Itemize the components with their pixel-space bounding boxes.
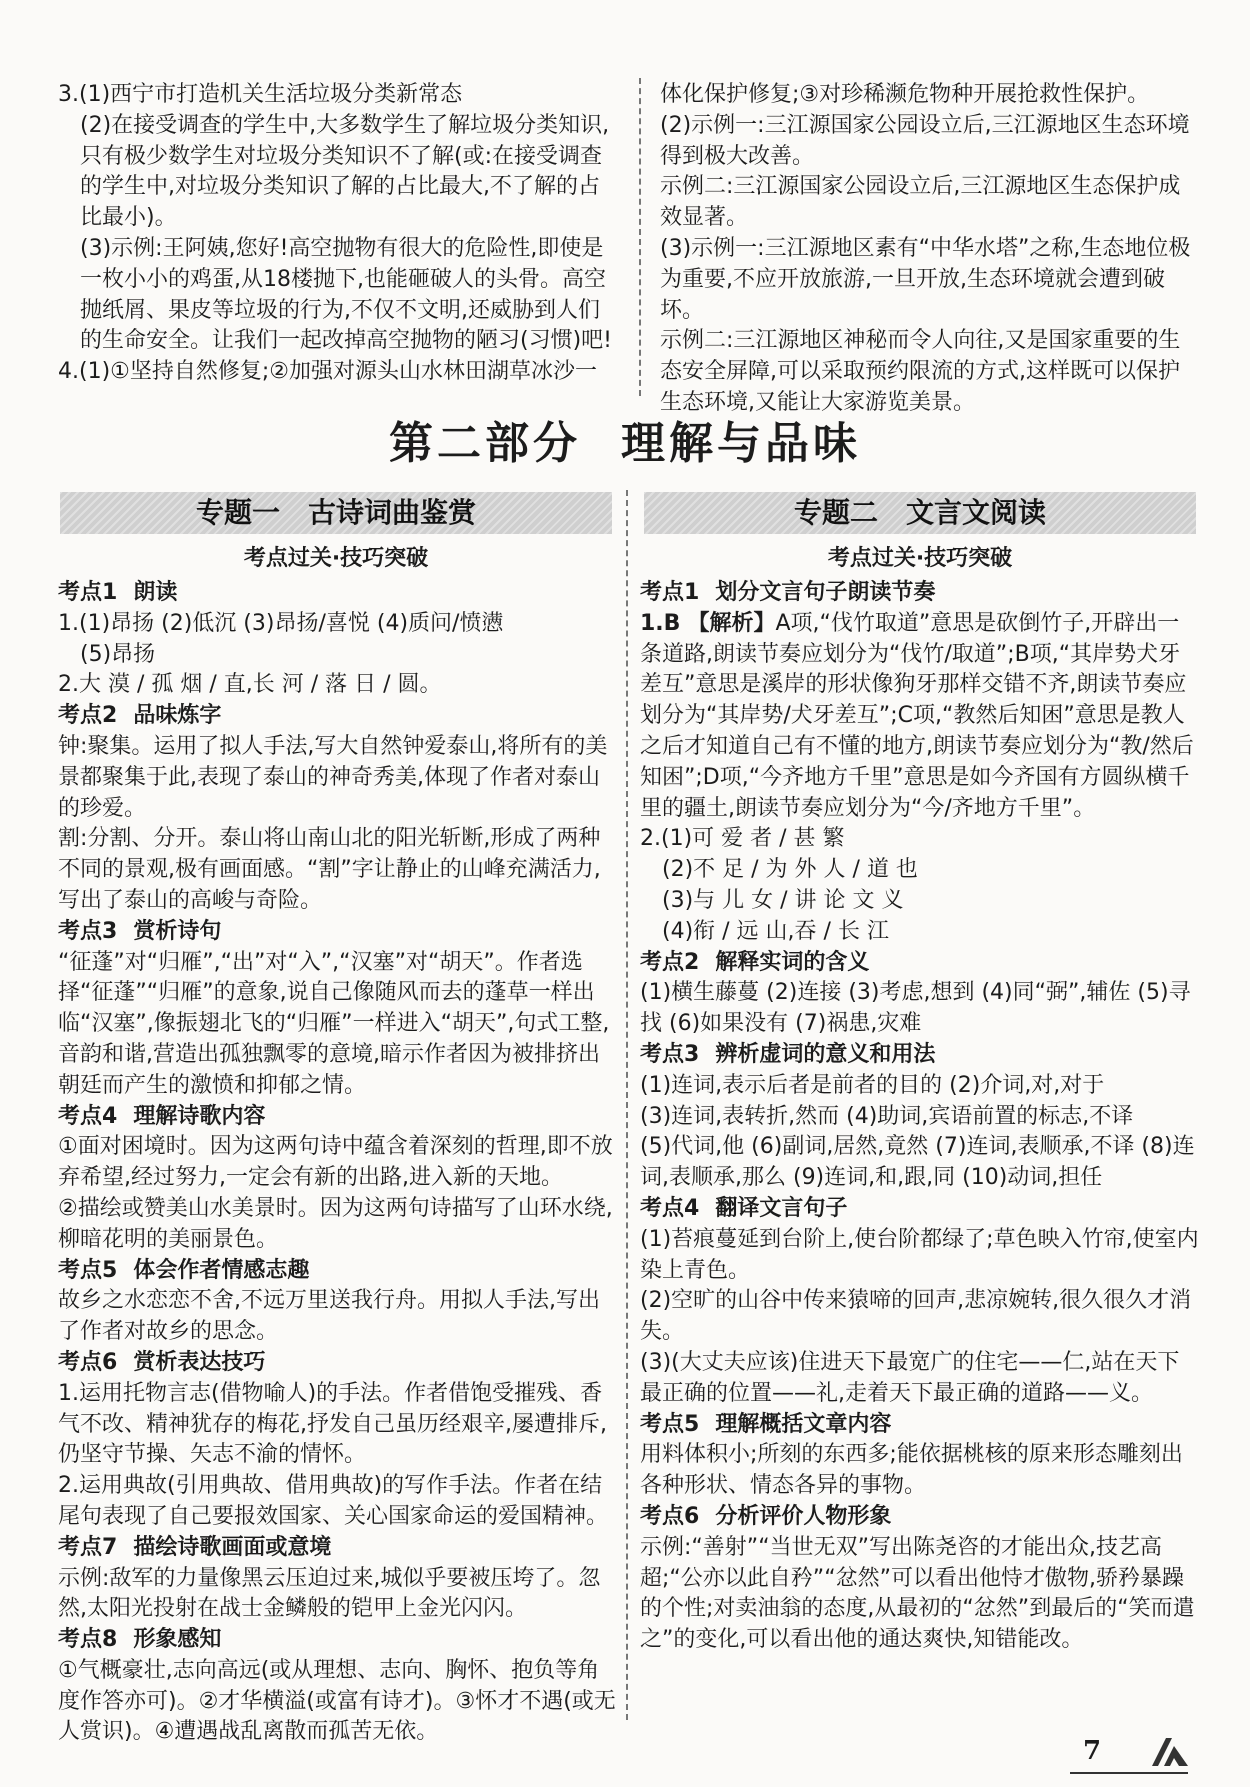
answer-text: 1.B 【解析】A项,“伐竹取道”意思是砍倒竹子,开辟出一条道路,朗读节奏应划分为“伐竹/取道”;B项,“其岸势犬牙差互”意思是溪岸的形状像狗牙那样交错不齐,朗读节奏应划分为“其岸势/犬牙差互”;C项,“教然后知困”意思是教人之后才知道自己有不懂的地方,朗读节奏应划分为“教/然后知困”;D项,“今齐地方千里”意思是如今齐国有方圆纵横千里的疆土,朗读节奏应划分为“今/齐地方千里”。 <box>640 610 1194 821</box>
topic-band-right-title: 文言文阅读 <box>906 496 1047 529</box>
answer-text: ②描绘或赞美山水美景时。因为这两句诗描写了山环水绕,柳暗花明的美丽景色。 <box>58 1195 613 1252</box>
kaodian-heading: 考点2 品味炼字 <box>58 703 222 729</box>
answer-text: (1)连词,表示后者是前者的目的 (2)介词,对,对于 <box>640 1072 1105 1098</box>
kaodian-heading: 考点1 朗读 <box>58 580 178 605</box>
answer-text: ①气概豪壮,志向高远(或从理想、志向、胸怀、抱负等角度作答亦可)。②才华横溢(或富有诗才)。③怀才不遇(或无人赏识)。④遭遇战乱离散而孤苦无依。 <box>58 1657 616 1745</box>
kaodian-heading: 考点2 解释实词的含义 <box>640 949 870 975</box>
topic-band-left-number: 专题一 <box>195 496 280 529</box>
kaodian-heading: 考点1 划分文言句子朗读节奏 <box>640 580 936 605</box>
subheading-right: 考点过关·技巧突破 <box>827 546 1013 571</box>
answer-text: (2)不 足 / 为 外 人 / 道 也 <box>662 857 918 883</box>
answer-q4-2b: 示例二:三江源国家公园设立后,三江源地区生态保护成效显著。 <box>660 174 1181 231</box>
answer-text: 示例:“善射”“当世无双”写出陈尧咨的才能出众,技艺高超;“公亦以此自矜”“忿然”可以看出他恃才傲物,骄矜暴躁的个性;对卖油翁的态度,从最初的“忿然”到最后的“笑而遣之”的变化,可以看出他的通达爽快,知错能改。 <box>640 1534 1195 1653</box>
kaodian-heading: 考点6 分析评价人物形象 <box>640 1503 892 1529</box>
answer-text: (4)衔 / 远 山,吞 / 长 江 <box>662 918 889 944</box>
answer-text: (1)苔痕蔓延到台阶上,使台阶都绿了;草色映入竹帘,使室内染上青色。 <box>640 1226 1199 1283</box>
topic-band-left <box>60 492 612 534</box>
kaodian-heading: 考点3 辨析虚词的意义和用法 <box>640 1041 936 1067</box>
answer-text: (3)(大丈夫应该)住进天下最宽广的住宅——仁,站在天下最正确的位置——礼,走着天下最正确的道路——义。 <box>640 1349 1180 1406</box>
publisher-logo-icon <box>1150 1734 1190 1768</box>
page-number: 7 <box>1083 1736 1102 1766</box>
answer-text: “征蓬”对“归雁”,“出”对“入”,“汉塞”对“胡天”。作者选择“征蓬”“归雁”的意象,说自己像随风而去的蓬草一样出临“汉塞”,像振翅北飞的“归雁”一样进入“胡天”,句式工整,音韵和谐,营造出孤独飘零的意境,暗示作者因为被排挤出朝廷而产生的激愤和抑郁之情。 <box>58 949 610 1098</box>
page-number-rule <box>1070 1772 1188 1774</box>
kaodian-heading: 考点6 赏析表达技巧 <box>58 1349 266 1375</box>
kaodian-heading: 考点5 体会作者情感志趣 <box>58 1257 310 1283</box>
kaodian-heading: 考点3 赏析诗句 <box>58 918 222 944</box>
answer-text: (3)连词,表转折,然而 (4)助词,宾语前置的标志,不译 <box>640 1103 1134 1129</box>
top-left-column <box>58 80 618 388</box>
part-title <box>0 416 1250 472</box>
answer-text: 示例:敌军的力量像黑云压迫过来,城似乎要被压垮了。忽然,太阳光投射在战士金鳞般的铠甲上金光闪闪。 <box>58 1565 601 1622</box>
answer-text: 1.(1)昂扬 (2)低沉 (3)昂扬/喜悦 (4)质问/愤懑 <box>58 610 504 636</box>
answer-q3-3: (3)示例:王阿姨,您好!高空抛物有很大的危险性,即使是一枚小小的鸡蛋,从18楼抛下,也能砸破人的头骨。高空抛纸屑、果皮等垃圾的行为,不仅不文明,还威胁到人们的生命安全。让我们一起改掉高空抛物的陋习(习惯)吧! <box>80 235 612 354</box>
kaodian-heading: 考点8 形象感知 <box>58 1627 222 1653</box>
kaodian-heading: 考点5 理解概括文章内容 <box>640 1411 892 1437</box>
kaodian-heading: 考点4 理解诗歌内容 <box>58 1103 266 1129</box>
answer-q4-1: 4.(1)①坚持自然修复;②加强对源头山水林田湖草冰沙一 <box>58 359 598 385</box>
answer-text: 2.运用典故(引用典故、借用典故)的写作手法。作者在结尾句表现了自己要报效国家、关心国家命运的爱国精神。 <box>58 1473 609 1529</box>
answer-text: (5)代词,他 (6)副词,居然,竟然 (7)连词,表顺承,不译 (8)连词,表顺承,那么 (9)连词,和,跟,同 (10)动词,担任 <box>640 1134 1195 1191</box>
answer-q4-1-cont: 体化保护修复;③对珍稀濒危物种开展抢救性保护。 <box>660 82 1150 107</box>
top-column-divider <box>639 78 641 396</box>
answer-text: (2)空旷的山谷中传来猿啼的回声,悲凉婉转,很久很久才消失。 <box>640 1288 1192 1345</box>
answer-text: (3)与 儿 女 / 讲 论 文 义 <box>662 887 904 913</box>
part-title-number: 第二部分 <box>389 418 581 469</box>
answer-q4-3b: 示例二:三江源地区神秘而令人向往,又是国家重要的生态安全屏障,可以采取预约限流的方式,这样既可以保护生态环境,又能让大家游览美景。 <box>660 328 1181 415</box>
answer-text: 钟:聚集。运用了拟人手法,写大自然钟爱泰山,将所有的美景都聚集于此,表现了泰山的神奇秀美,体现了作者对泰山的珍爱。 <box>58 733 608 821</box>
subheading-left: 考点过关·技巧突破 <box>243 546 429 571</box>
kaodian-heading: 考点7 描绘诗歌画面或意境 <box>58 1534 332 1560</box>
answer-text: 用料体积小;所刻的东西多;能依据桃核的原来形态雕刻出各种形状、情态各异的事物。 <box>640 1442 1183 1499</box>
answer-text: (1)横生藤蔓 (2)连接 (3)考虑,想到 (4)同“弼”,辅佐 (5)寻找 (6)如果没有 (7)祸患,灾难 <box>640 980 1191 1037</box>
topic-band-left-title: 古诗词曲鉴赏 <box>308 496 477 529</box>
answer-text: ①面对困境时。因为这两句诗中蕴含着深刻的哲理,即不放弃希望,经过努力,一定会有新的出路,进入新的天地。 <box>58 1134 613 1191</box>
kaodian-heading: 考点4 翻译文言句子 <box>640 1195 848 1221</box>
answer-text: 故乡之水恋恋不舍,不远万里送我行舟。用拟人手法,写出了作者对故乡的思念。 <box>58 1288 600 1345</box>
bottom-column-divider <box>626 490 628 1720</box>
bottom-left-column <box>58 578 618 1748</box>
answer-text: 1.运用托物言志(借物喻人)的手法。作者借饱受摧残、香气不改、精神犹存的梅花,抒发自己虽历经艰辛,屡遭排斥,仍坚守节操、矢志不渝的情怀。 <box>58 1380 607 1468</box>
topic-band-right-number: 专题二 <box>793 496 878 529</box>
analysis-tag: 【解析】 <box>687 610 776 636</box>
top-right-column <box>660 80 1192 419</box>
answer-text: 2.(1)可 爱 者 / 甚 繁 <box>640 826 845 852</box>
answer-q4-3a: (3)示例一:三江源地区素有“中华水塔”之称,生态地位极为重要,不应开放旅游,一旦开放,生态环境就会遭到破坏。 <box>660 235 1191 323</box>
answer-text: 2.大 漠 / 孤 烟 / 直,长 河 / 落 日 / 圆。 <box>58 672 442 698</box>
answer-text: (5)昂扬 <box>80 641 156 667</box>
bottom-right-column <box>640 578 1200 1656</box>
answer-q3-2: (2)在接受调查的学生中,大多数学生了解垃圾分类知识,只有极少数学生对垃圾分类知识不了解(或:在接受调查的学生中,对垃圾分类知识了解的占比最大,不了解的占比最小)。 <box>80 112 610 231</box>
topic-band-right <box>644 492 1196 534</box>
answer-text: 割:分割、分开。泰山将山南山北的阳光斩断,形成了两种不同的景观,极有画面感。“割”字让静止的山峰充满活力,写出了泰山的高峻与奇险。 <box>58 826 601 913</box>
answer-q4-2a: (2)示例一:三江源国家公园设立后,三江源地区生态环境得到极大改善。 <box>660 112 1190 169</box>
answer-q3-1: 3.(1)西宁市打造机关生活垃圾分类新常态 <box>58 82 463 107</box>
part-title-name: 理解与品味 <box>621 418 861 469</box>
